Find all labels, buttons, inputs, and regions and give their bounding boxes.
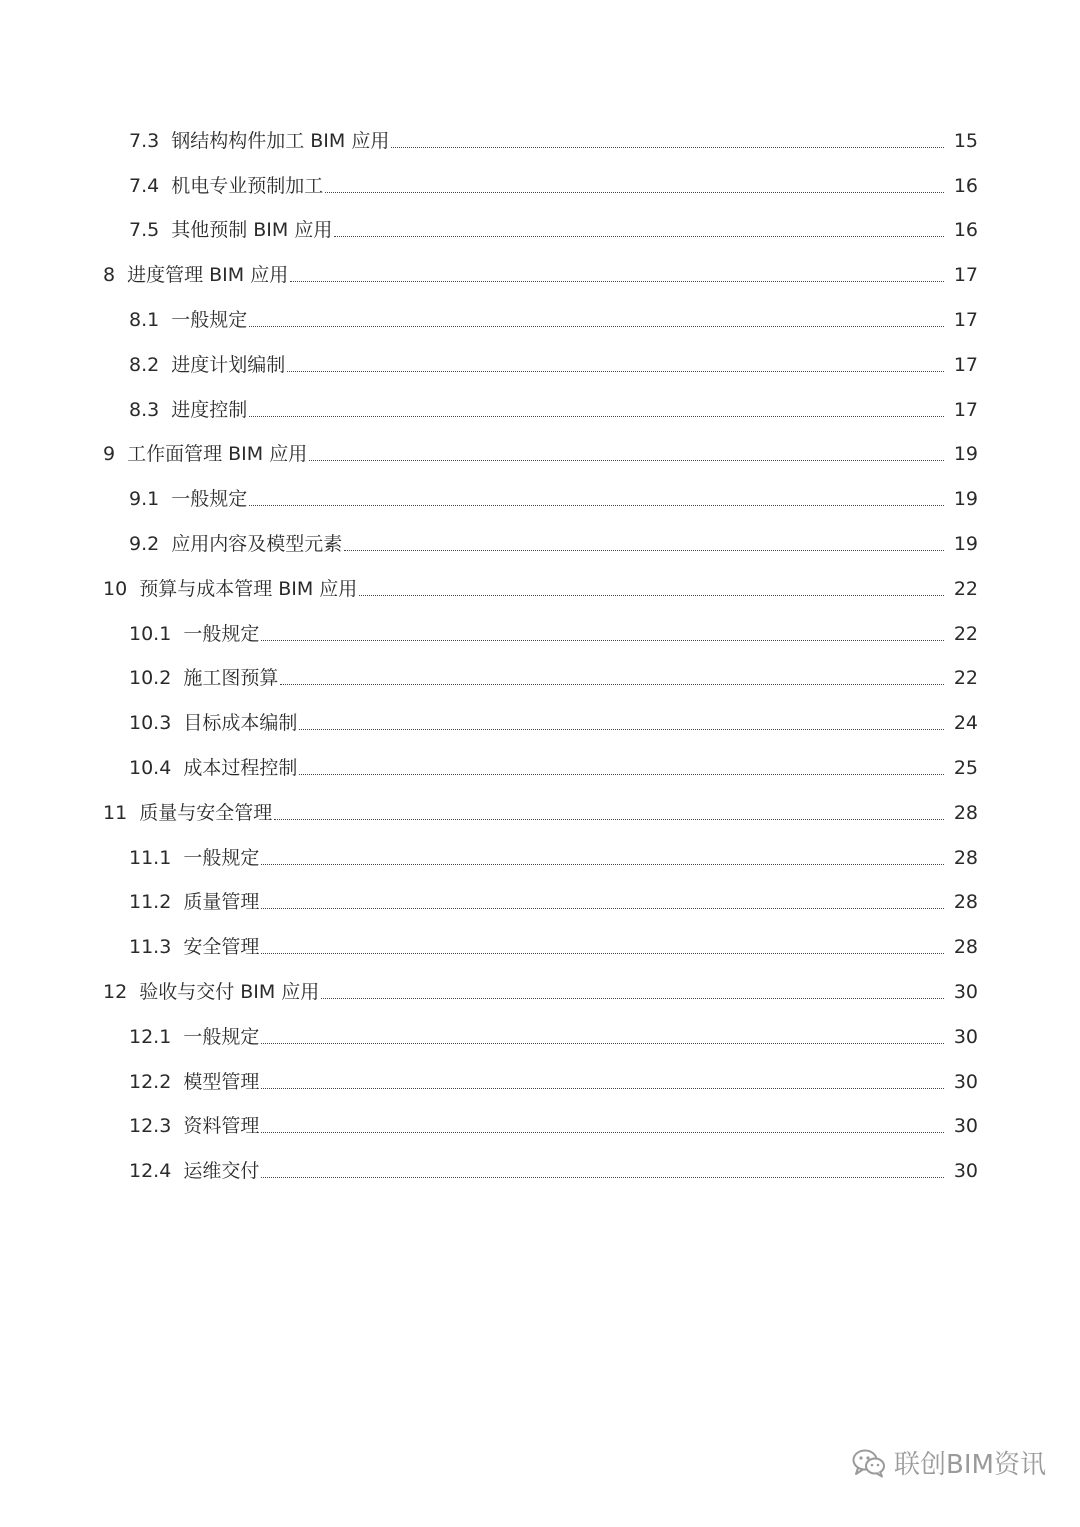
toc-entry-page-number: 30 (953, 1115, 978, 1138)
toc-entry-page-number: 30 (953, 1070, 978, 1093)
toc-entry-page-number: 30 (953, 1160, 978, 1183)
toc-section-entry[interactable] (0, 1060, 1080, 1105)
toc-section-entry[interactable] (0, 388, 1080, 433)
toc-entry-page-number: 17 (953, 264, 978, 287)
dot-leader (299, 729, 944, 730)
dot-leader (344, 550, 944, 551)
toc-entry-page-number: 30 (953, 1025, 978, 1048)
toc-section-entry[interactable] (0, 343, 1080, 388)
toc-entry-number: 8.2 (129, 353, 160, 376)
toc-entry-page-number: 28 (953, 891, 978, 914)
toc-entry-number: 12.1 (129, 1025, 172, 1048)
watermark (852, 1444, 1046, 1481)
toc-entry-number: 8 (103, 264, 116, 287)
dot-leader (359, 595, 944, 596)
toc-entry-page-number: 17 (953, 309, 978, 332)
toc-entry-number: 11.1 (129, 846, 172, 869)
toc-entry-title: 验收与交付 BIM 应用 (139, 981, 320, 1004)
toc-entry-page-number: 28 (953, 801, 978, 824)
toc-entry-number: 10.4 (129, 757, 172, 780)
toc-section-entry[interactable] (0, 477, 1080, 522)
toc-entry-title: 资料管理 (183, 1115, 260, 1138)
toc-section-entry[interactable] (0, 836, 1080, 881)
toc-entry-title: 一般规定 (183, 622, 260, 645)
toc-entry-title: 一般规定 (183, 1025, 260, 1048)
toc-section-entry[interactable] (0, 1149, 1080, 1194)
toc-entry-page-number: 15 (953, 129, 978, 152)
toc-entry-page-number: 16 (953, 219, 978, 242)
toc-entry-title: 一般规定 (183, 846, 260, 869)
dot-leader (249, 505, 944, 506)
toc-entry-title: 一般规定 (171, 309, 248, 332)
toc-entry-page-number: 19 (953, 533, 978, 556)
dot-leader (261, 908, 944, 909)
toc-entry-number: 8.1 (129, 309, 160, 332)
dot-leader (287, 371, 944, 372)
toc-entry-number: 10 (103, 577, 128, 600)
toc-entry-title: 工作面管理 BIM 应用 (127, 443, 308, 466)
toc-entry-page-number: 28 (953, 846, 978, 869)
toc-section-entry[interactable] (0, 522, 1080, 567)
toc-entry-number: 7.5 (129, 219, 160, 242)
toc-chapter-entry[interactable] (0, 433, 1080, 478)
dot-leader (325, 192, 944, 193)
dot-leader (280, 684, 944, 685)
dot-leader (249, 326, 944, 327)
toc-entry-title: 目标成本编制 (183, 712, 298, 735)
toc-entry-number: 11.2 (129, 891, 172, 914)
toc-entry-number: 8.3 (129, 398, 160, 421)
dot-leader (274, 819, 944, 820)
dot-leader (309, 460, 944, 461)
toc-entry-number: 11.3 (129, 936, 172, 959)
toc-section-entry[interactable] (0, 164, 1080, 209)
dot-leader (261, 864, 944, 865)
toc-entry-page-number: 17 (953, 398, 978, 421)
toc-entry-number: 7.3 (129, 129, 160, 152)
dot-leader (261, 1043, 944, 1044)
dot-leader (290, 281, 944, 282)
toc-entry-number: 12.3 (129, 1115, 172, 1138)
toc-entry-number: 9.1 (129, 488, 160, 511)
toc-section-entry[interactable] (0, 612, 1080, 657)
toc-section-entry[interactable] (0, 119, 1080, 164)
toc-entry-number: 7.4 (129, 174, 160, 197)
toc-entry-page-number: 22 (953, 577, 978, 600)
toc-entry-number: 9.2 (129, 533, 160, 556)
toc-entry-title: 质量与安全管理 (139, 801, 273, 824)
toc-entry-title: 应用内容及模型元素 (171, 533, 343, 556)
toc-chapter-entry[interactable] (0, 253, 1080, 298)
toc-entry-title: 钢结构构件加工 BIM 应用 (171, 129, 390, 152)
toc-entry-page-number: 19 (953, 488, 978, 511)
toc-entry-title: 成本过程控制 (183, 757, 298, 780)
toc-entry-page-number: 16 (953, 174, 978, 197)
toc-entry-page-number: 17 (953, 353, 978, 376)
toc-entry-number: 9 (103, 443, 116, 466)
dot-leader (334, 236, 944, 237)
toc-entry-page-number: 30 (953, 981, 978, 1004)
toc-entry-title: 预算与成本管理 BIM 应用 (139, 577, 358, 600)
toc-entry-title: 安全管理 (183, 936, 260, 959)
toc-chapter-entry[interactable] (0, 970, 1080, 1015)
toc-entry-title: 进度管理 BIM 应用 (127, 264, 289, 287)
toc-chapter-entry[interactable] (0, 567, 1080, 612)
watermark-text: 联创BIM资讯 (894, 1450, 1046, 1480)
toc-entry-title: 机电专业预制加工 (171, 174, 324, 197)
toc-entry-page-number: 22 (953, 622, 978, 645)
toc-chapter-entry[interactable] (0, 791, 1080, 836)
toc-entry-page-number: 19 (953, 443, 978, 466)
toc-entry-title: 运维交付 (183, 1160, 260, 1183)
toc-entry-title: 模型管理 (183, 1070, 260, 1093)
dot-leader (261, 1177, 944, 1178)
dot-leader (321, 998, 944, 999)
dot-leader (261, 1088, 944, 1089)
toc-entry-number: 10.1 (129, 622, 172, 645)
toc-entry-title: 质量管理 (183, 891, 260, 914)
toc-entry-number: 10.3 (129, 712, 172, 735)
toc-section-entry[interactable] (0, 1105, 1080, 1150)
toc-section-entry[interactable] (0, 209, 1080, 254)
toc-entry-title: 施工图预算 (183, 667, 279, 690)
toc-entry-page-number: 25 (953, 757, 978, 780)
toc-section-entry[interactable] (0, 881, 1080, 926)
dot-leader (299, 774, 944, 775)
toc-section-entry[interactable] (0, 657, 1080, 702)
toc-section-entry[interactable] (0, 701, 1080, 746)
dot-leader (261, 640, 944, 641)
toc-entry-number: 12 (103, 981, 128, 1004)
toc-entry-number: 12.4 (129, 1160, 172, 1183)
toc-entry-title: 进度计划编制 (171, 353, 286, 376)
dot-leader (261, 953, 944, 954)
toc-entry-title: 进度控制 (171, 398, 248, 421)
toc-section-entry[interactable] (0, 746, 1080, 791)
toc-entry-title: 其他预制 BIM 应用 (171, 219, 333, 242)
table-of-contents (0, 119, 1080, 1194)
toc-entry-page-number: 22 (953, 667, 978, 690)
toc-entry-number: 11 (103, 801, 128, 824)
toc-entry-number: 12.2 (129, 1070, 172, 1093)
dot-leader (391, 147, 944, 148)
toc-entry-page-number: 28 (953, 936, 978, 959)
toc-section-entry[interactable] (0, 925, 1080, 970)
wechat-icon (852, 1448, 886, 1478)
dot-leader (261, 1132, 944, 1133)
toc-section-entry[interactable] (0, 1015, 1080, 1060)
toc-entry-title: 一般规定 (171, 488, 248, 511)
toc-section-entry[interactable] (0, 298, 1080, 343)
toc-entry-number: 10.2 (129, 667, 172, 690)
toc-entry-page-number: 24 (953, 712, 978, 735)
dot-leader (249, 416, 944, 417)
